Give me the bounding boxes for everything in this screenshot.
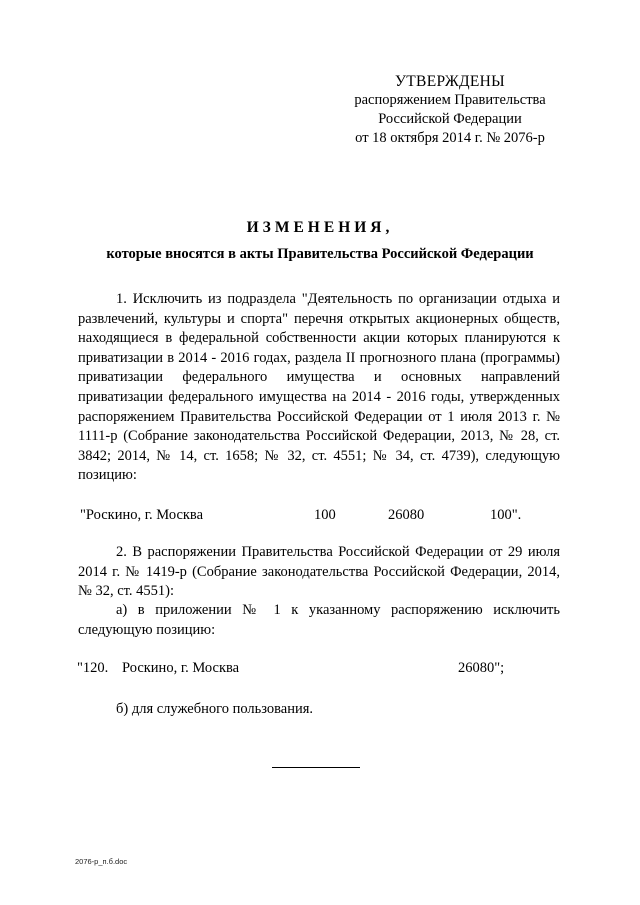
position-value-2: 26080	[388, 507, 425, 523]
document-title: ИЗМЕНЕНИЯ,	[246, 219, 394, 236]
approval-government: Российской Федерации	[378, 111, 522, 127]
paragraph-1: 1. Исключить из подраздела "Деятельность по организации отдыха и развлечений, культуры и спорта" перечня открытых акционерных обществ, находящиеся в федеральной собственности акции которых планируются к приватизации в 2014 - 2016 годах, раздела II прогнозного плана (программы) приватизации федерального имущества и основных направлений приватизации федерального имущества на 2014 - 2016 годы, утвержденных распоряжением Правительства Российской Федерации от 1 июля 2013 г. № 1111-р (Собрание законодательства Российской Федерации, 2013, № 28, ст. 3842; 2014, № 14, ст. 1658; № 32, ст. 4551; № 34, ст. 4739), следующую позицию:	[78, 291, 560, 484]
approval-authority: распоряжением Правительства	[354, 92, 546, 108]
closing-divider	[272, 767, 360, 768]
paragraph-2: 2. В распоряжении Правительства Российской Федерации от 29 июля 2014 г. № 1419-р (Собрание законодательства Российской Федерации, 2014, № 32, ст. 4551):	[78, 544, 560, 600]
excluded-position-row	[0, 505, 640, 525]
position-value-3: 100".	[490, 507, 522, 523]
document-subtitle: которые вносятся в акты Правительства Российской Федерации	[106, 246, 534, 262]
position-number: "120.	[77, 660, 109, 676]
approval-date-number: от 18 октября 2014 г. № 2076-р	[355, 130, 545, 146]
position-name: Роскино, г. Москва	[122, 660, 240, 676]
appendix-position-row	[0, 658, 640, 678]
approval-heading: УТВЕРЖДЕНЫ	[395, 73, 505, 90]
approval-block	[330, 72, 570, 148]
paragraph-2b: б) для служебного пользования.	[116, 701, 314, 717]
position-name: "Роскино, г. Москва	[80, 507, 204, 523]
paragraph-2a: а) в приложении № 1 к указанному распоряжению исключить следующую позицию:	[78, 602, 560, 638]
footer-filename: 2076-р_п.б.doc	[75, 857, 128, 866]
position-value: 26080";	[458, 660, 505, 676]
position-value-1: 100	[314, 507, 336, 523]
